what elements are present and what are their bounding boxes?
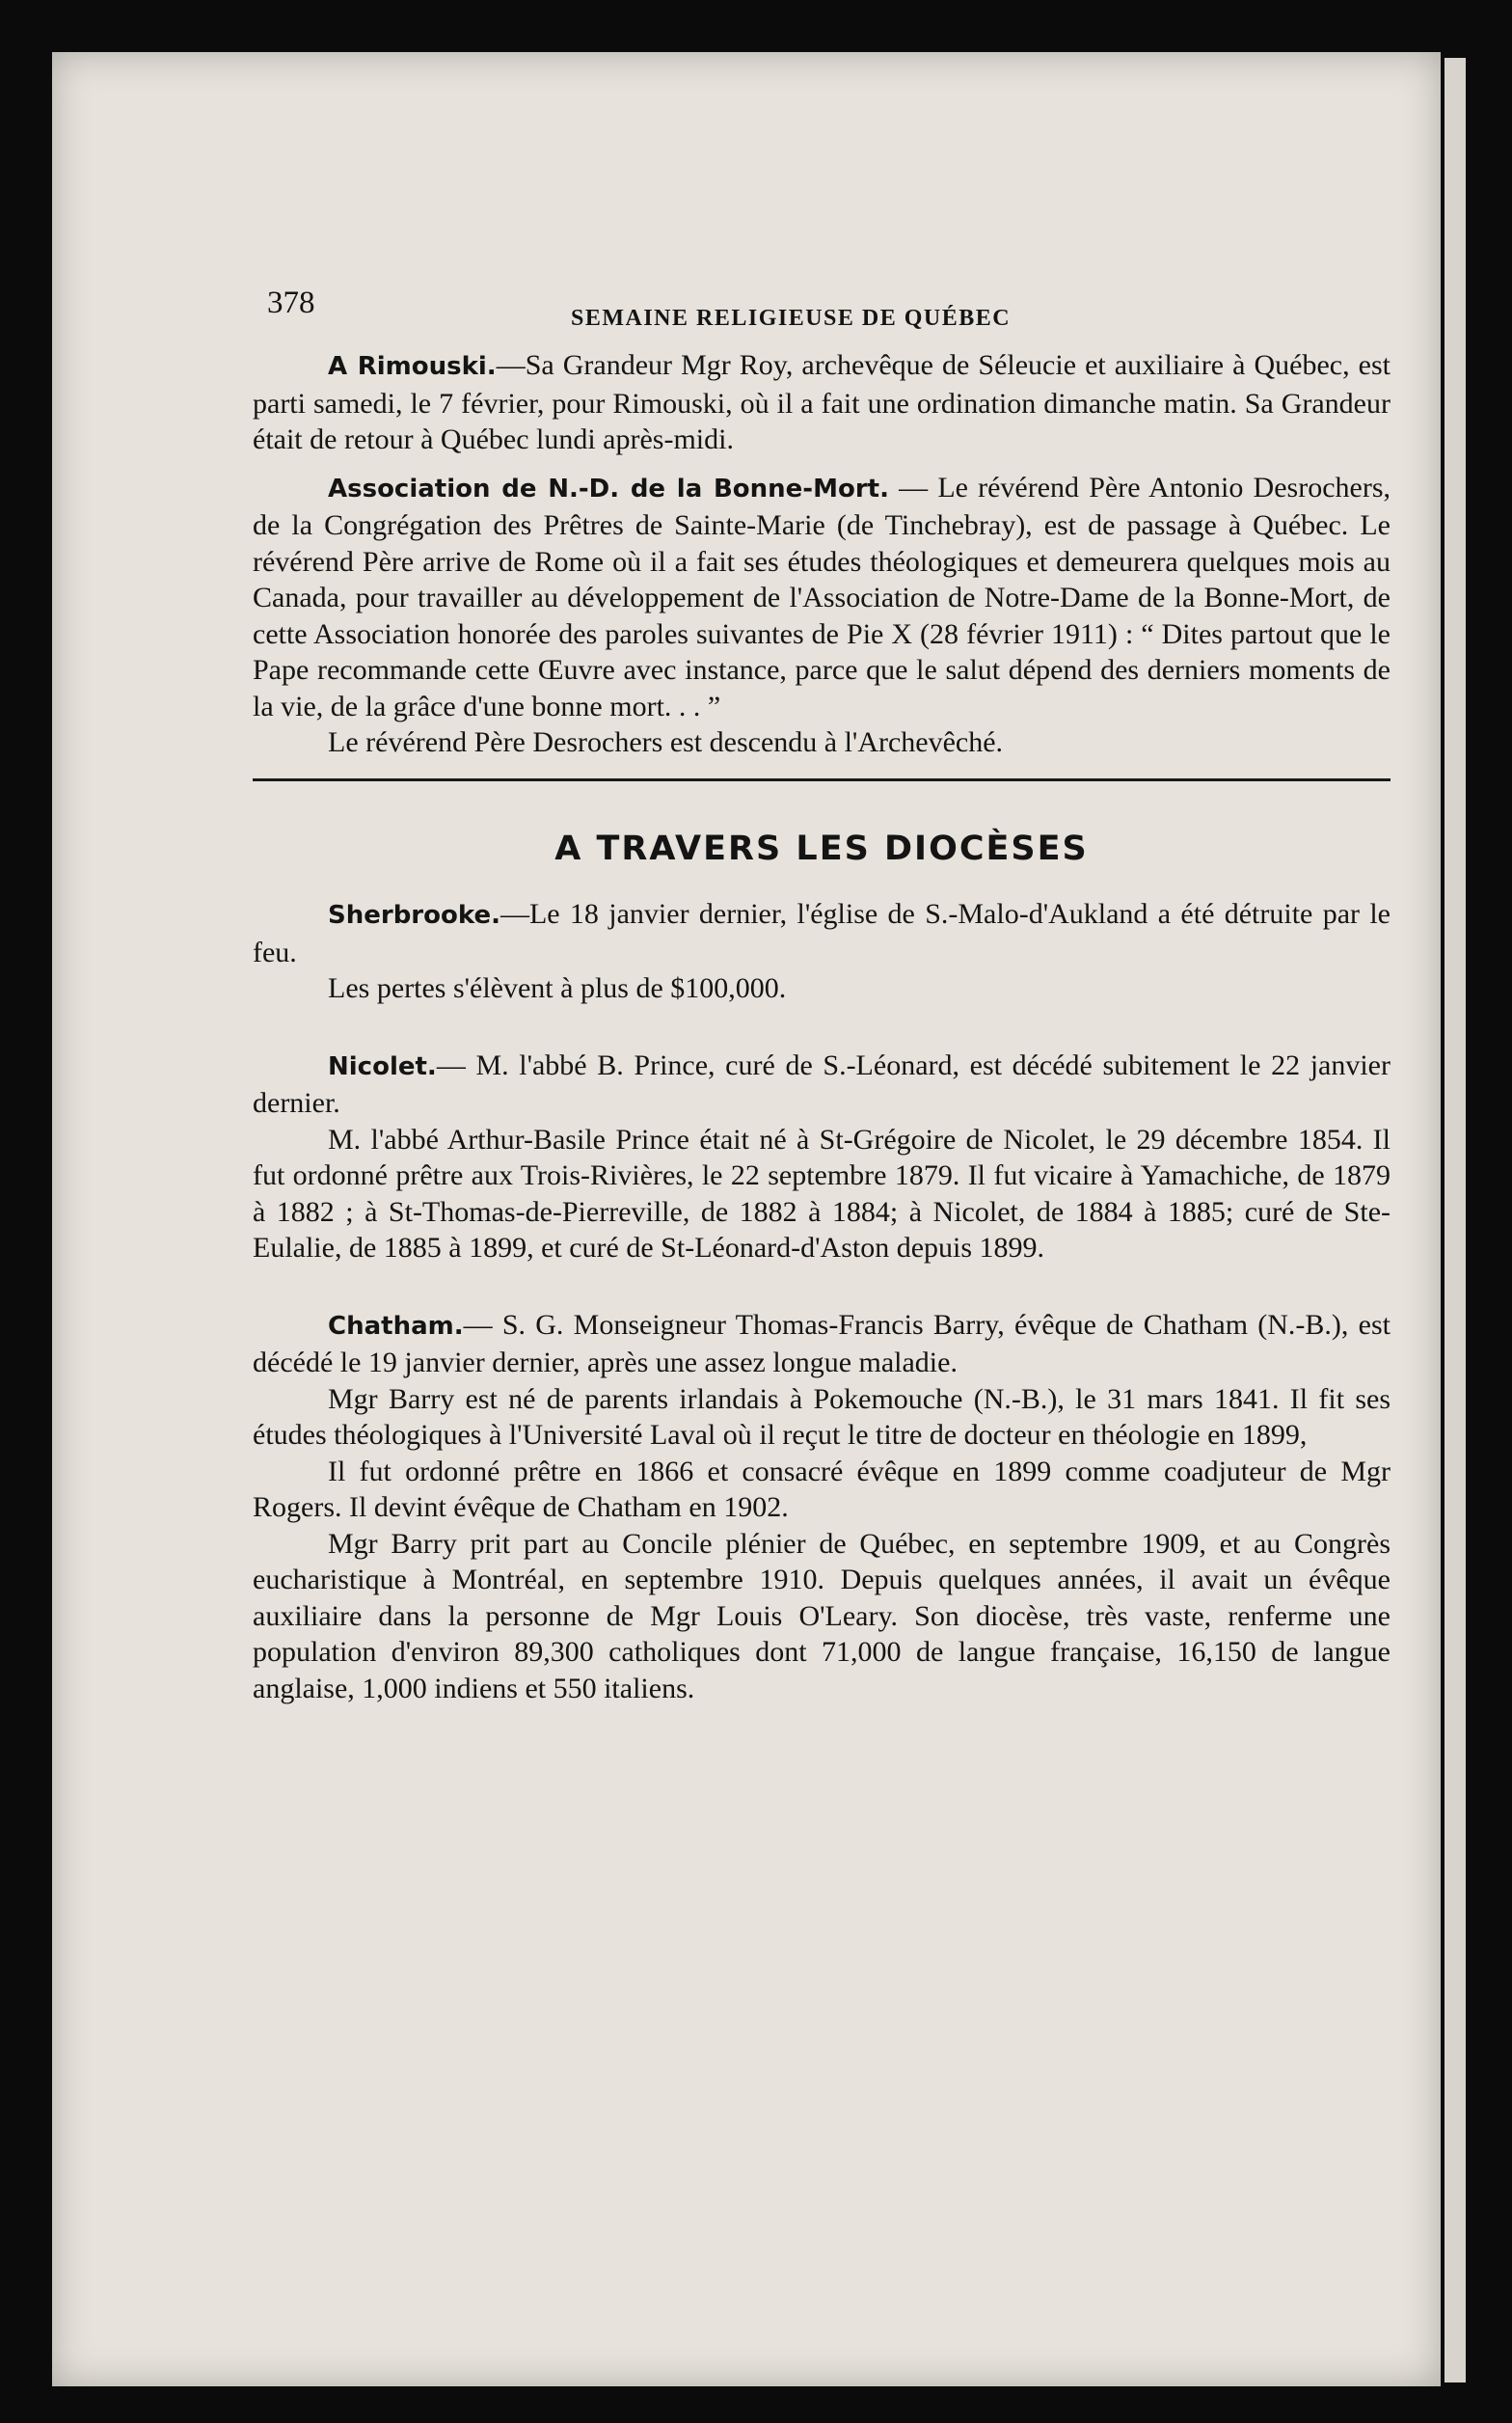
page-content (253, 284, 1390, 1706)
item-lead-association: Association de N.-D. de la Bonne-Mort. (328, 474, 889, 504)
adjacent-page-edge (1444, 58, 1466, 2382)
news-item-association-closing: Le révérend Père Desrochers est descendu à l'Archevêché. (328, 726, 1004, 758)
item-text-rimouski: —Sa Grandeur Mgr Roy, archevêque de Séleucie et auxiliaire à Québec, est parti samedi, le 7 février, pour Rimouski, où il a fait une ordination dimanche matin. Sa Grandeur était de retour à Québec lundi après-midi. (253, 349, 1390, 455)
item-text-sherbrooke: —Le 18 janvier dernier, l'église de S.-Malo-d'Aukland a été détruite par le feu. (253, 898, 1390, 968)
item-lead-sherbrooke: Sherbrooke. (328, 901, 500, 930)
news-item-association (253, 470, 1390, 725)
spacer (253, 1007, 1390, 1048)
section-title: A TRAVERS LES DIOCÈSES (554, 829, 1089, 868)
item-lead-rimouski: A Rimouski. (328, 352, 497, 381)
item-text-chatham: — S. G. Monseigneur Thomas-Francis Barry, évêque de Chatham (N.-B.), est décédé le 19 janvier dernier, après une assez longue maladie. (253, 1308, 1390, 1378)
diocese-item-chatham-ordination: Il fut ordonné prêtre en 1866 et consacré évêque en 1899 comme coadjuteur de Mgr Rogers. Il devint évêque de Chatham en 1902. (253, 1455, 1390, 1523)
running-title: SEMAINE RELIGIEUSE DE QUÉBEC (571, 306, 1012, 331)
item-lead-nicolet: Nicolet. (328, 1051, 437, 1081)
diocese-item-chatham (253, 1307, 1390, 1381)
item-text-nicolet: — M. l'abbé B. Prince, curé de S.-Léonard, est décédé subitement le 22 janvier dernier. (253, 1048, 1390, 1119)
item-lead-chatham: Chatham. (328, 1311, 464, 1341)
page-number: 378 (267, 286, 315, 320)
diocese-item-nicolet (253, 1048, 1390, 1122)
diocese-item-chatham-diocese: Mgr Barry prit part au Concile plénier de Québec, en septembre 1909, et au Congrès eucharistique à Montréal, en septembre 1910. Depuis quelques années, il avait un évêque auxiliaire dans la personne de Mgr Louis O'Leary. Son diocèse, très vaste, renferme une population d'environ 89,300 catholiques dont 71,000 de langue française, 16,150 de langue anglaise, 1,000 indiens et 550 italiens. (253, 1527, 1390, 1704)
section-divider-rule (253, 778, 1390, 781)
news-item-rimouski (253, 347, 1390, 458)
spacer (253, 1266, 1390, 1307)
diocese-item-sherbrooke (253, 896, 1390, 970)
item-text-association: — Le révérend Père Antonio Desrochers, de la Congrégation des Prêtres de Sainte-Marie (de Tinchebray), est de passage à Québec. Le révérend Père arrive de Rome où il a fait ses études théologiques et demeurera quelques mois au Canada, pour travailler au développement de l'Association de Notre-Dame de la Bonne-Mort, de cette Association honorée des paroles suivantes de Pie X (28 février 1911) : “ Dites partout que le Pape recommande cette Œuvre avec instance, parce que le salut dépend des derniers moments de la vie, de la grâce d'une bonne mort. . . ” (253, 471, 1390, 722)
diocese-item-chatham-birth: Mgr Barry est né de parents irlandais à Pokemouche (N.-B.), le 31 mars 1841. Il fit ses études théologiques à l'Université Laval où il reçut le titre de docteur en théologie en 1899, (253, 1382, 1390, 1451)
running-header (253, 284, 1390, 341)
diocese-item-nicolet-biography: M. l'abbé Arthur-Basile Prince était né à St-Grégoire de Nicolet, le 29 décembre 1854. Il fut ordonné prêtre aux Trois-Rivières, le 22 septembre 1879. Il fut vicaire à Yamachiche, de 1879 à 1882 ; à St-Thomas-de-Pierreville, de 1882 à 1884; à Nicolet, de 1884 à 1885; curé de Ste-Eulalie, de 1885 à 1899, et curé de St-Léonard-d'Aston depuis 1899. (253, 1123, 1390, 1264)
diocese-item-sherbrooke-losses: Les pertes s'élèvent à plus de $100,000. (328, 972, 787, 1004)
book-page (52, 52, 1441, 2386)
